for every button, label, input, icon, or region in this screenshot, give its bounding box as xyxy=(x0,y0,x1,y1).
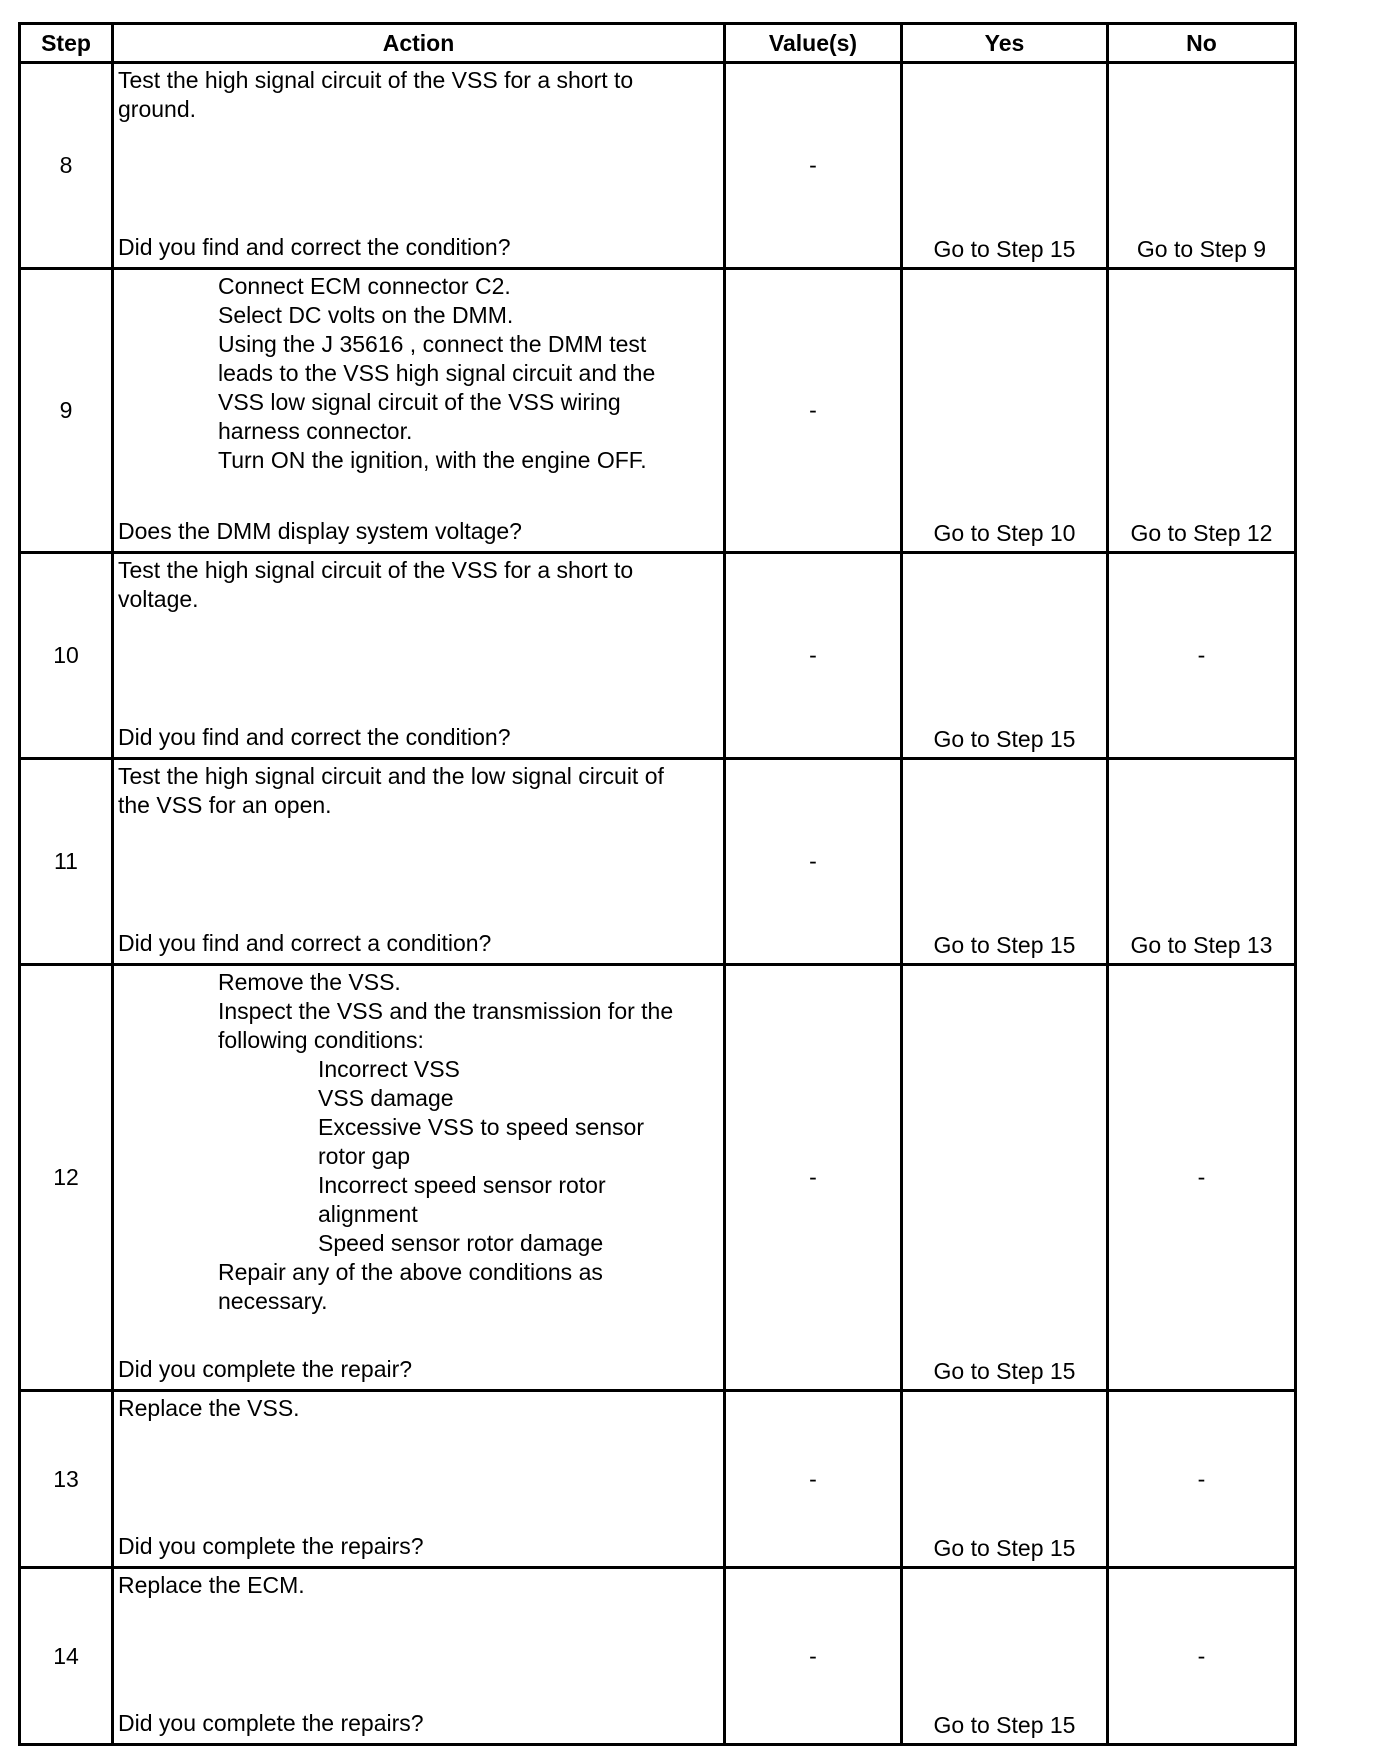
step-number: 12 xyxy=(20,965,113,1391)
header-row xyxy=(20,24,1296,63)
value-cell: - xyxy=(725,965,902,1391)
action-instructions xyxy=(114,966,723,1316)
no-value: - xyxy=(1197,1642,1206,1669)
action-line: Speed sensor rotor damage xyxy=(318,1230,604,1256)
table-row xyxy=(20,1391,1296,1568)
action-cell xyxy=(113,1568,725,1745)
step-number: 9 xyxy=(20,269,113,553)
no-content xyxy=(1109,1571,1294,1742)
step-number: 11 xyxy=(20,759,113,965)
yes-content xyxy=(903,272,1106,550)
action-line: Incorrect VSS xyxy=(318,1056,460,1082)
action-line: Using the J 35616 , connect the DMM test xyxy=(218,331,647,357)
action-line: Replace the ECM. xyxy=(118,1572,305,1598)
table-row xyxy=(20,759,1296,965)
action-instructions xyxy=(114,270,723,475)
action-cell xyxy=(113,759,725,965)
no-cell xyxy=(1108,759,1296,965)
action-content xyxy=(114,760,723,960)
no-value: - xyxy=(1197,642,1206,668)
action-question: Did you find and correct a condition? xyxy=(118,930,492,956)
yes-content xyxy=(903,556,1106,756)
value-cell: - xyxy=(725,63,902,269)
yes-cell xyxy=(902,63,1108,269)
action-line: Repair any of the above conditions as xyxy=(218,1259,603,1285)
action-content xyxy=(114,270,723,548)
action-content xyxy=(114,1569,723,1740)
yes-cell xyxy=(902,1568,1108,1745)
no-cell xyxy=(1108,1568,1296,1745)
action-line: Remove the VSS. xyxy=(218,969,401,995)
step-number: 8 xyxy=(20,63,113,269)
step-number: 14 xyxy=(20,1568,113,1745)
no-value: - xyxy=(1197,1465,1206,1492)
action-cell xyxy=(113,63,725,269)
action-line: following conditions: xyxy=(218,1027,424,1053)
action-line: Turn ON the ignition, with the engine OFF. xyxy=(218,447,647,473)
action-cell xyxy=(113,965,725,1391)
yes-goto-link[interactable]: Go to Step 15 xyxy=(933,235,1076,262)
yes-cell xyxy=(902,759,1108,965)
action-question: Did you complete the repair? xyxy=(118,1356,413,1382)
value-cell: - xyxy=(725,553,902,759)
action-cell xyxy=(113,1391,725,1568)
yes-content xyxy=(903,1571,1106,1742)
action-cell xyxy=(113,553,725,759)
action-content xyxy=(114,1392,723,1563)
no-content xyxy=(1109,762,1294,962)
action-line: Select DC volts on the DMM. xyxy=(218,302,514,328)
step-number: 10 xyxy=(20,553,113,759)
no-content xyxy=(1109,968,1294,1388)
table-row xyxy=(20,63,1296,269)
yes-goto-link[interactable]: Go to Step 15 xyxy=(933,931,1076,958)
no-content xyxy=(1109,66,1294,266)
table-row xyxy=(20,553,1296,759)
action-line: ground. xyxy=(118,96,197,122)
yes-content xyxy=(903,66,1106,266)
header-no: No xyxy=(1108,24,1296,63)
action-line: Test the high signal circuit of the VSS for a short to xyxy=(118,67,634,93)
yes-content xyxy=(903,968,1106,1388)
yes-cell xyxy=(902,965,1108,1391)
action-line: harness connector. xyxy=(218,418,413,444)
table-row xyxy=(20,269,1296,553)
yes-content xyxy=(903,1394,1106,1565)
no-cell xyxy=(1108,1391,1296,1568)
value-cell: - xyxy=(725,269,902,553)
header-action: Action xyxy=(113,24,725,63)
action-line: Incorrect speed sensor rotor xyxy=(318,1172,606,1198)
no-content xyxy=(1109,556,1294,756)
action-line: rotor gap xyxy=(318,1143,411,1169)
no-content xyxy=(1109,272,1294,550)
action-content xyxy=(114,966,723,1386)
yes-cell xyxy=(902,269,1108,553)
header-step: Step xyxy=(20,24,113,63)
action-instructions xyxy=(114,64,723,124)
action-content xyxy=(114,64,723,264)
no-goto-link[interactable]: Go to Step 13 xyxy=(1130,931,1273,958)
action-question: Did you find and correct the condition? xyxy=(118,234,511,260)
action-content xyxy=(114,554,723,754)
no-cell xyxy=(1108,965,1296,1391)
yes-cell xyxy=(902,553,1108,759)
action-question: Did you find and correct the condition? xyxy=(118,724,511,750)
no-value: - xyxy=(1197,1164,1206,1190)
action-line: Test the high signal circuit and the low signal circuit of xyxy=(118,763,664,789)
action-instructions xyxy=(114,554,723,614)
yes-goto-link[interactable]: Go to Step 10 xyxy=(933,519,1076,546)
action-line: Test the high signal circuit of the VSS for a short to xyxy=(118,557,634,583)
no-cell xyxy=(1108,269,1296,553)
action-line: VSS low signal circuit of the VSS wiring xyxy=(218,389,621,415)
action-instructions xyxy=(114,1392,723,1423)
action-question: Does the DMM display system voltage? xyxy=(118,518,522,544)
yes-goto-link[interactable]: Go to Step 15 xyxy=(933,1534,1076,1561)
table-row xyxy=(20,1568,1296,1745)
no-goto-link[interactable]: Go to Step 9 xyxy=(1136,235,1267,262)
action-question: Did you complete the repairs? xyxy=(118,1710,424,1736)
value-cell: - xyxy=(725,759,902,965)
header-values: Value(s) xyxy=(725,24,902,63)
no-cell xyxy=(1108,63,1296,269)
value-cell: - xyxy=(725,1568,902,1745)
yes-goto-link[interactable]: Go to Step 15 xyxy=(933,1711,1076,1738)
yes-content xyxy=(903,762,1106,962)
action-line: VSS damage xyxy=(318,1085,454,1111)
no-content xyxy=(1109,1394,1294,1565)
table-row xyxy=(20,965,1296,1391)
action-line: alignment xyxy=(318,1201,418,1227)
step-number: 13 xyxy=(20,1391,113,1568)
diagnostic-steps-table xyxy=(18,22,1297,1746)
yes-goto-link[interactable]: Go to Step 15 xyxy=(933,725,1076,752)
action-line: the VSS for an open. xyxy=(118,792,332,818)
action-line: necessary. xyxy=(218,1288,328,1314)
header-yes: Yes xyxy=(902,24,1108,63)
action-line: Excessive VSS to speed sensor xyxy=(318,1114,644,1140)
action-line: Connect ECM connector C2. xyxy=(218,273,511,299)
value-cell: - xyxy=(725,1391,902,1568)
action-instructions xyxy=(114,1569,723,1600)
no-cell xyxy=(1108,553,1296,759)
action-line: leads to the VSS high signal circuit and the xyxy=(218,360,656,386)
yes-cell xyxy=(902,1391,1108,1568)
action-line: voltage. xyxy=(118,586,199,612)
action-line: Inspect the VSS and the transmission for the xyxy=(218,998,674,1024)
action-cell xyxy=(113,269,725,553)
action-question: Did you complete the repairs? xyxy=(118,1533,424,1559)
yes-goto-link[interactable]: Go to Step 15 xyxy=(933,1357,1076,1384)
action-line: Replace the VSS. xyxy=(118,1395,300,1421)
no-goto-link[interactable]: Go to Step 12 xyxy=(1130,519,1273,546)
action-instructions xyxy=(114,760,723,820)
